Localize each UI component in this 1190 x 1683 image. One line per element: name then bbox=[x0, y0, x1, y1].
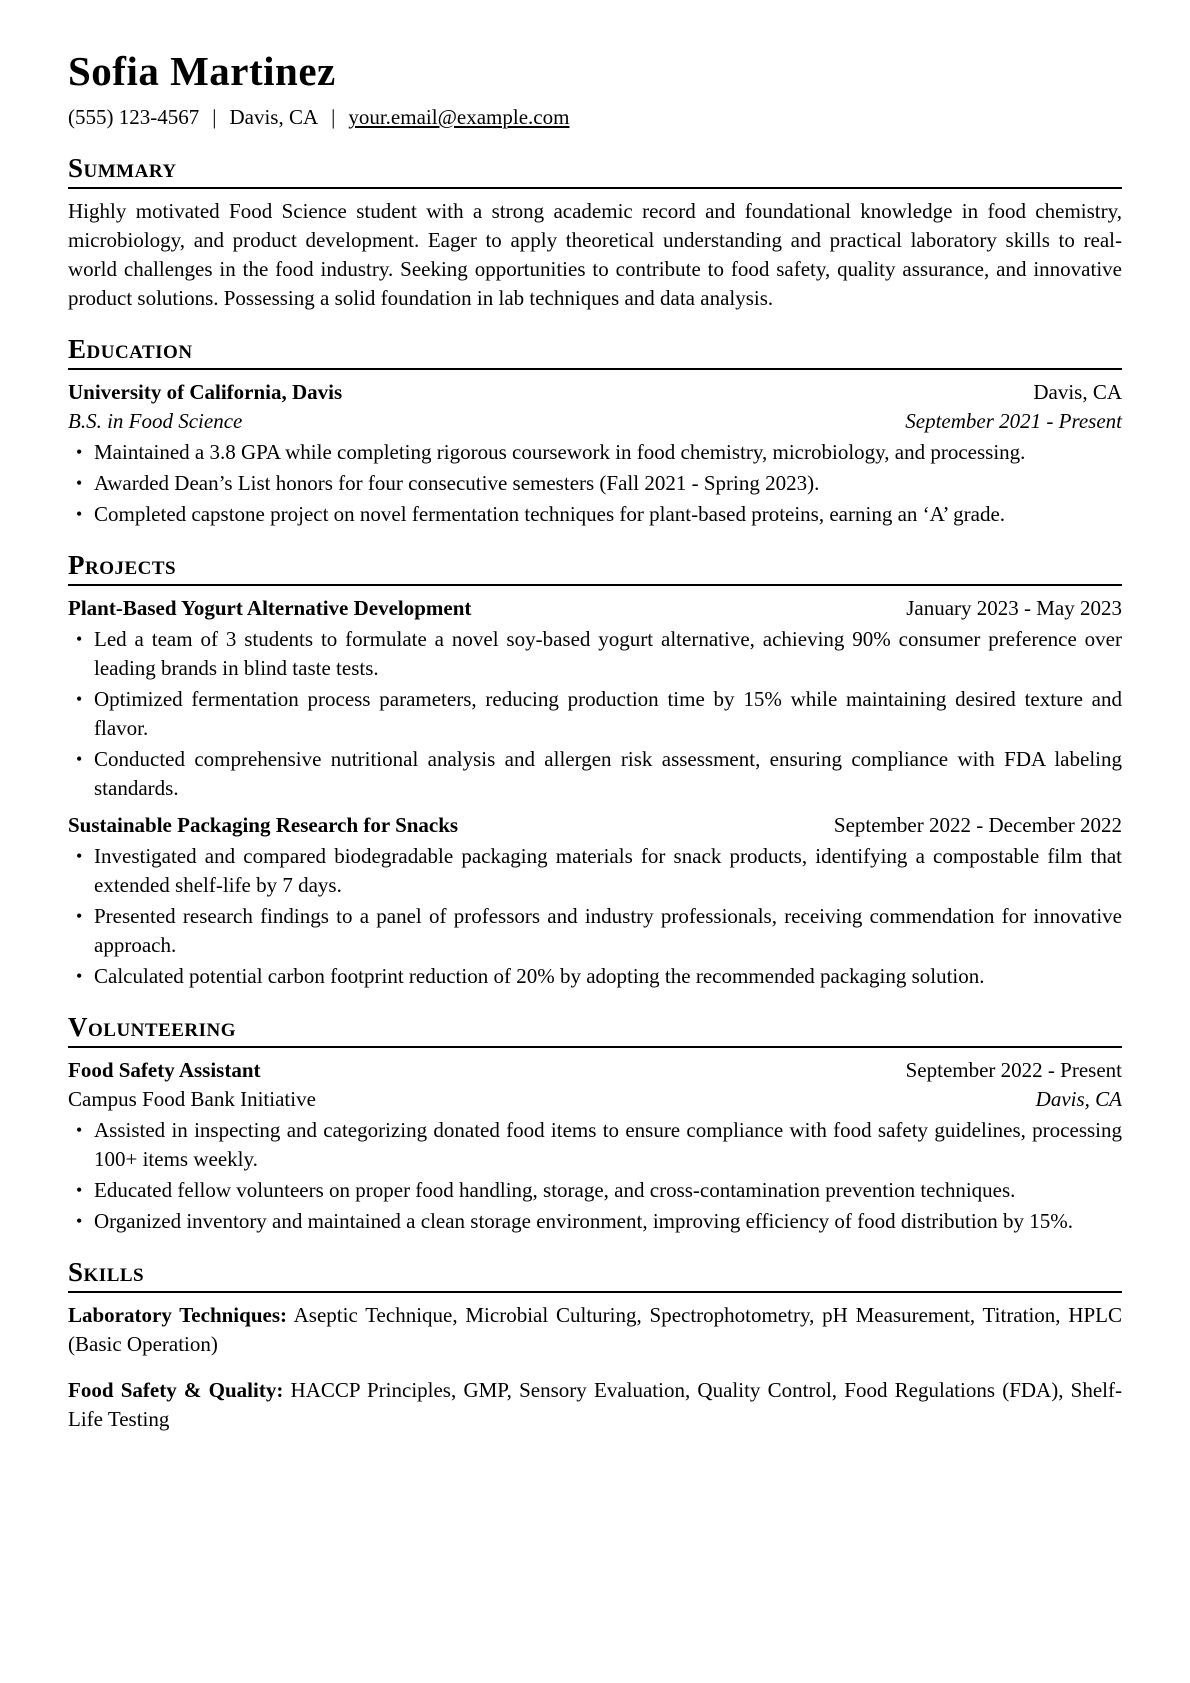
institution-location: Davis, CA bbox=[1033, 380, 1122, 404]
skill-details: HACCP Principles, GMP, Sensory Evaluation, Quality Control, Food Regulations (FDA), Shelf-Life Testing bbox=[68, 1378, 1122, 1431]
section-title-projects: Projects bbox=[68, 550, 1122, 586]
bullet-item: • Awarded Dean’s List honors for four consecutive semesters (Fall 2021 - Spring 2023). bbox=[94, 469, 1122, 498]
bullet-item: • Presented research findings to a panel of professors and industry professionals, receiving commendation for innovative approach. bbox=[94, 902, 1122, 960]
bullet-item: • Assisted in inspecting and categorizing donated food items to ensure compliance with food safety guidelines, processing 100+ items weekly. bbox=[94, 1116, 1122, 1174]
skill-details: Aseptic Technique, Microbial Culturing, Spectrophotometry, pH Measurement, Titration, HPLC (Basic Operation) bbox=[68, 1303, 1123, 1356]
bullet-item: • Optimized fermentation process parameters, reducing production time by 15% while maintaining desired texture and flavor. bbox=[94, 685, 1122, 743]
section-title-education: Education bbox=[68, 334, 1122, 370]
section-volunteering bbox=[68, 1012, 1122, 1236]
section-title-summary: Summary bbox=[68, 153, 1122, 189]
contact-separator: | bbox=[331, 105, 336, 129]
contact-line bbox=[68, 103, 1122, 132]
location-text: Davis, CA bbox=[229, 105, 319, 129]
project-name: Sustainable Packaging Research for Snacks bbox=[68, 813, 459, 837]
section-skills bbox=[68, 1257, 1122, 1434]
institution-name: University of California, Davis bbox=[68, 380, 343, 404]
project-bullets bbox=[68, 625, 1122, 803]
volunteering-entry bbox=[68, 1056, 1122, 1236]
bullet-item: • Completed capstone project on novel fermentation techniques for plant-based proteins, earning an ‘A’ grade. bbox=[94, 500, 1122, 529]
project-heading-row bbox=[68, 811, 1122, 840]
section-projects bbox=[68, 550, 1122, 991]
education-bullets bbox=[68, 438, 1122, 529]
section-summary bbox=[68, 153, 1122, 313]
skill-line bbox=[68, 1301, 1122, 1359]
project-heading-row bbox=[68, 594, 1122, 623]
education-degree-row bbox=[68, 407, 1122, 436]
bullet-item: • Educated fellow volunteers on proper food handling, storage, and cross-contamination prevention techniques. bbox=[94, 1176, 1122, 1205]
skill-line bbox=[68, 1376, 1122, 1434]
project-dates: January 2023 - May 2023 bbox=[906, 596, 1122, 620]
volunteering-heading-row bbox=[68, 1056, 1122, 1085]
organization-name: Campus Food Bank Initiative bbox=[68, 1087, 316, 1111]
volunteering-dates: September 2022 - Present bbox=[905, 1058, 1122, 1082]
volunteer-role: Food Safety Assistant bbox=[68, 1058, 261, 1082]
education-heading-row bbox=[68, 378, 1122, 407]
project-dates: September 2022 - December 2022 bbox=[833, 813, 1122, 837]
contact-separator: | bbox=[212, 105, 217, 129]
bullet-item: • Conducted comprehensive nutritional analysis and allergen risk assessment, ensuring compliance with FDA labeling standards. bbox=[94, 745, 1122, 803]
volunteering-bullets bbox=[68, 1116, 1122, 1236]
bullet-item: • Maintained a 3.8 GPA while completing rigorous coursework in food chemistry, microbiology, and processing. bbox=[94, 438, 1122, 467]
skill-category: Food Safety & Quality: bbox=[68, 1378, 284, 1402]
project-name: Plant-Based Yogurt Alternative Development bbox=[68, 596, 472, 620]
phone-number: (555) 123-4567 bbox=[68, 105, 200, 129]
section-education bbox=[68, 334, 1122, 529]
project-entry bbox=[68, 594, 1122, 803]
volunteering-org-row bbox=[68, 1085, 1122, 1114]
education-dates: September 2021 - Present bbox=[905, 409, 1122, 433]
bullet-item: • Investigated and compared biodegradable packaging materials for snack products, identifying a compostable film that extended shelf-life by 7 days. bbox=[94, 842, 1122, 900]
section-title-volunteering: Volunteering bbox=[68, 1012, 1122, 1048]
email-link[interactable]: your.email@example.com bbox=[348, 105, 570, 129]
summary-text: Highly motivated Food Science student with a strong academic record and foundational knowledge in food chemistry, microbiology, and product development. Eager to apply theoretical understanding and practical laboratory skills to real-world challenges in the food industry. Seeking opportunities to contribute to food safety, quality assurance, and innovative product solutions. Possessing a solid foundation in lab techniques and data analysis. bbox=[68, 199, 1122, 310]
project-bullets bbox=[68, 842, 1122, 991]
project-entry bbox=[68, 811, 1122, 991]
bullet-item: • Calculated potential carbon footprint reduction of 20% by adopting the recommended packaging solution. bbox=[94, 962, 1122, 991]
section-title-skills: Skills bbox=[68, 1257, 1122, 1293]
education-entry bbox=[68, 378, 1122, 529]
bullet-item: • Organized inventory and maintained a clean storage environment, improving efficiency of food distribution by 15%. bbox=[94, 1207, 1122, 1236]
bullet-item: • Led a team of 3 students to formulate a novel soy-based yogurt alternative, achieving 90% consumer preference over leading brands in blind taste tests. bbox=[94, 625, 1122, 683]
person-name: Sofia Martinez bbox=[68, 48, 336, 94]
organization-location: Davis, CA bbox=[1035, 1087, 1122, 1111]
degree-name: B.S. in Food Science bbox=[68, 409, 243, 433]
skill-category: Laboratory Techniques: bbox=[68, 1303, 287, 1327]
resume-header bbox=[68, 48, 1122, 132]
